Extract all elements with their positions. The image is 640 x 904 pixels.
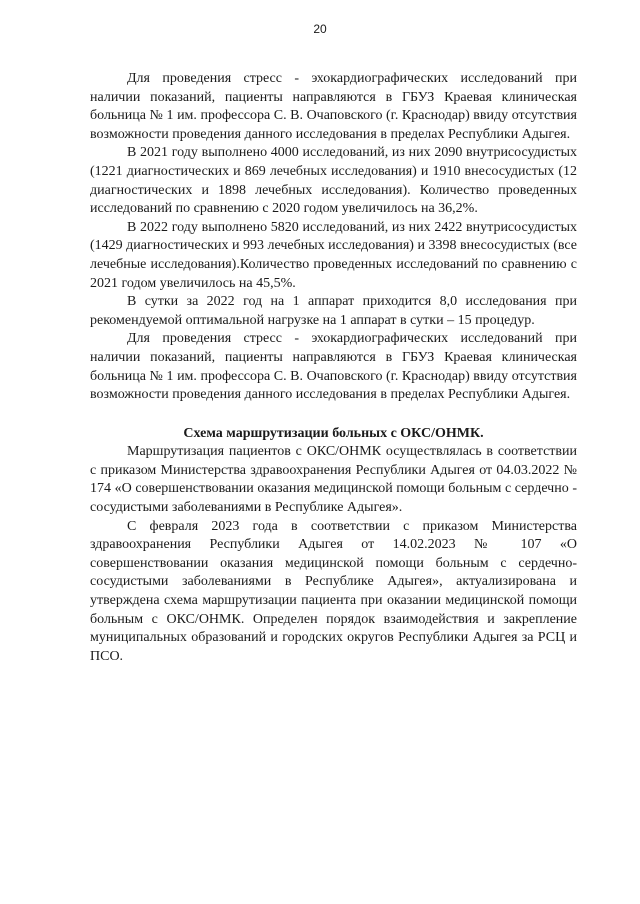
page-number: 20 <box>313 22 327 36</box>
document-body <box>90 70 577 666</box>
paragraph-stress-echo-repeat: Для проведения стресс - эхокардиографических исследований при наличии показаний, пациенты направляются в ГБУЗ Краевая клиническая больница № 1 им. профессора С. В. Очаповского (г. Краснодар) ввиду отсутствия возможности проведения данного исследования в пределах Республики Адыгея. <box>90 331 577 403</box>
paragraph-daily-load: В сутки за 2022 год на 1 аппарат приходится 8,0 исследования при рекомендуемой оптимальной нагрузке на 1 аппарат в сутки – 15 процедур. <box>90 294 577 328</box>
paragraph-2021-studies: В 2021 году выполнено 4000 исследований, из них 2090 внутрисосудистых (1221 диагностических и 869 лечебных исследования) и 1910 внесосудистых (12 диагностических и 1898 лечебных исследования). Количество проведенных исследований по сравнению с 2020 годом увеличилось на 36,2%. <box>90 145 577 217</box>
paragraph-stress-echo: Для проведения стресс - эхокардиографических исследований при наличии показаний, пациенты направляются в ГБУЗ Краевая клиническая больница № 1 им. профессора С. В. Очаповского (г. Краснодар) ввиду отсутствия возможности проведения данного исследования в пределах Республики Адыгея. <box>90 71 577 142</box>
section-heading: Схема маршрутизации больных с ОКС/ОНМК. <box>183 425 484 441</box>
paragraph-routing-order-2023: С февраля 2023 года в соответствии с приказом Министерства здравоохранения Республики Адыгея от 14.02.2023 № 107 «О совершенствовании оказания медицинской помощи больным с сердечно-сосудистыми заболеваниями в Республике Адыгея», актуализирована и утверждена схема маршрутизации пациента при оказании медицинской помощи больным с ОКС/ОНМК. Определен порядок взаимодействия и закрепление муниципальных образований и городских округов Республики Адыгея за РСЦ и ПСО. <box>90 518 577 664</box>
paragraph-2022-studies: В 2022 году выполнено 5820 исследований, из них 2422 внутрисосудистых (1429 диагностических и 993 лечебных исследования) и 3398 внесосудистых (все лечебные исследования).Количество проведенных исследований по сравнению с 2021 годом увеличилось на 45,5%. <box>90 219 577 291</box>
paragraph-routing-order-2022: Маршрутизация пациентов с ОКС/ОНМК осуществлялась в соответствии с приказом Министерства здравоохранения Республики Адыгея от 04.03.2022 № 174 «О совершенствовании оказания медицинской помощи больным с сердечно - сосудистыми заболеваниями в Республике Адыгея». <box>90 444 577 516</box>
